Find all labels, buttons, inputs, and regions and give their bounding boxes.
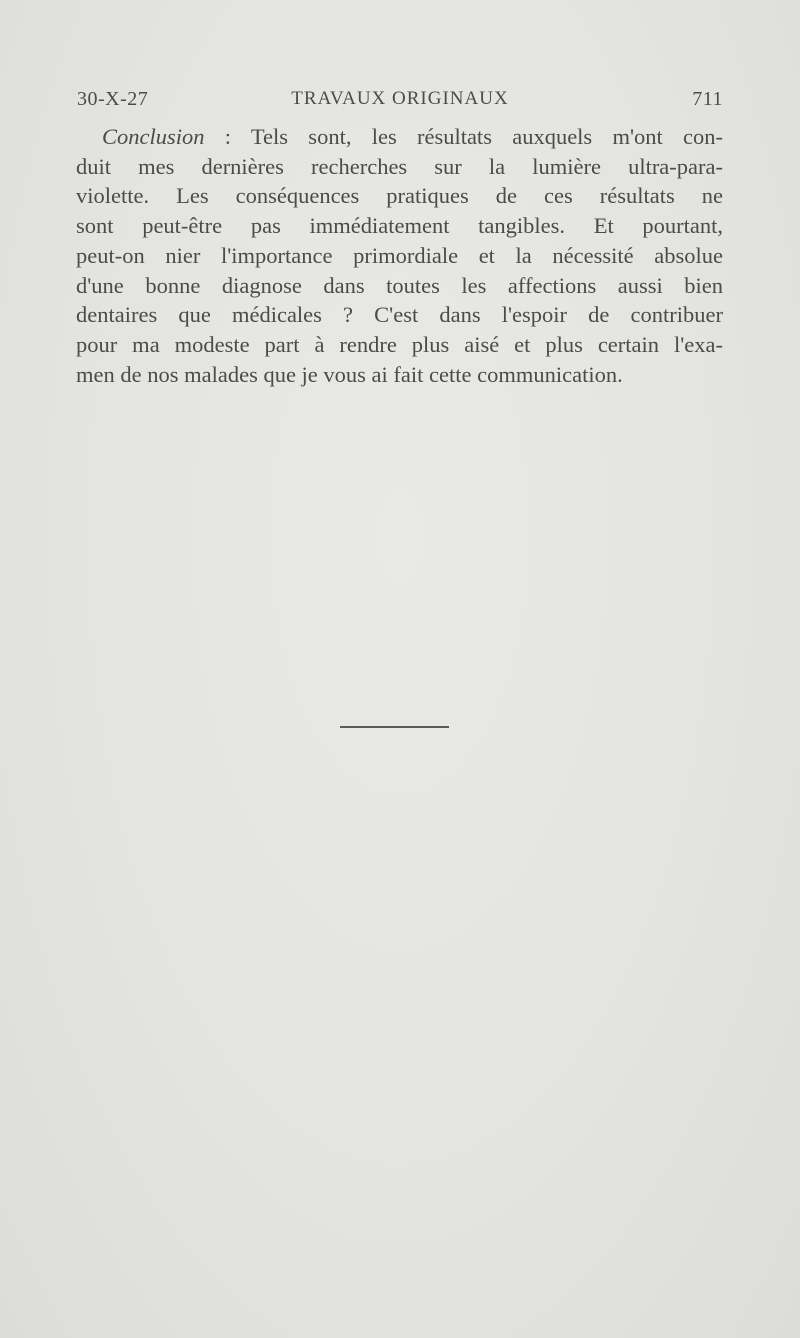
conclusion-paragraph <box>76 122 723 389</box>
paragraph-line: dentaires que médicales ? C'est dans l'espoir de contribuer <box>76 302 723 328</box>
paragraph-line: men de nos malades que je vous ai fait cette communication. <box>76 361 623 387</box>
paragraph-line <box>76 122 723 152</box>
paragraph-line: peut-on nier l'importance primordiale et la nécessité absolue <box>76 242 723 268</box>
page-number: 711 <box>692 88 723 110</box>
paragraph-line: sont peut-être pas immédiatement tangibles. Et pourtant, <box>76 213 723 239</box>
page-header <box>77 88 723 118</box>
paragraph-line: duit mes dernières recherches sur la lumière ultra-para- <box>76 153 723 179</box>
paragraph-line: violette. Les conséquences pratiques de ces résultats ne <box>76 183 723 209</box>
paragraph-line: pour ma modeste part à rendre plus aisé et plus certain l'exa- <box>76 331 723 357</box>
conclusion-lead: Conclusion <box>102 124 205 149</box>
section-end-rule <box>340 726 449 728</box>
header-date: 30-X-27 <box>77 88 149 110</box>
running-title: TRAVAUX ORIGINAUX <box>291 88 509 109</box>
paragraph-line: d'une bonne diagnose dans toutes les affections aussi bien <box>76 272 723 298</box>
paragraph-line-text: : Tels sont, les résultats auxquels m'ont con- <box>204 124 723 149</box>
